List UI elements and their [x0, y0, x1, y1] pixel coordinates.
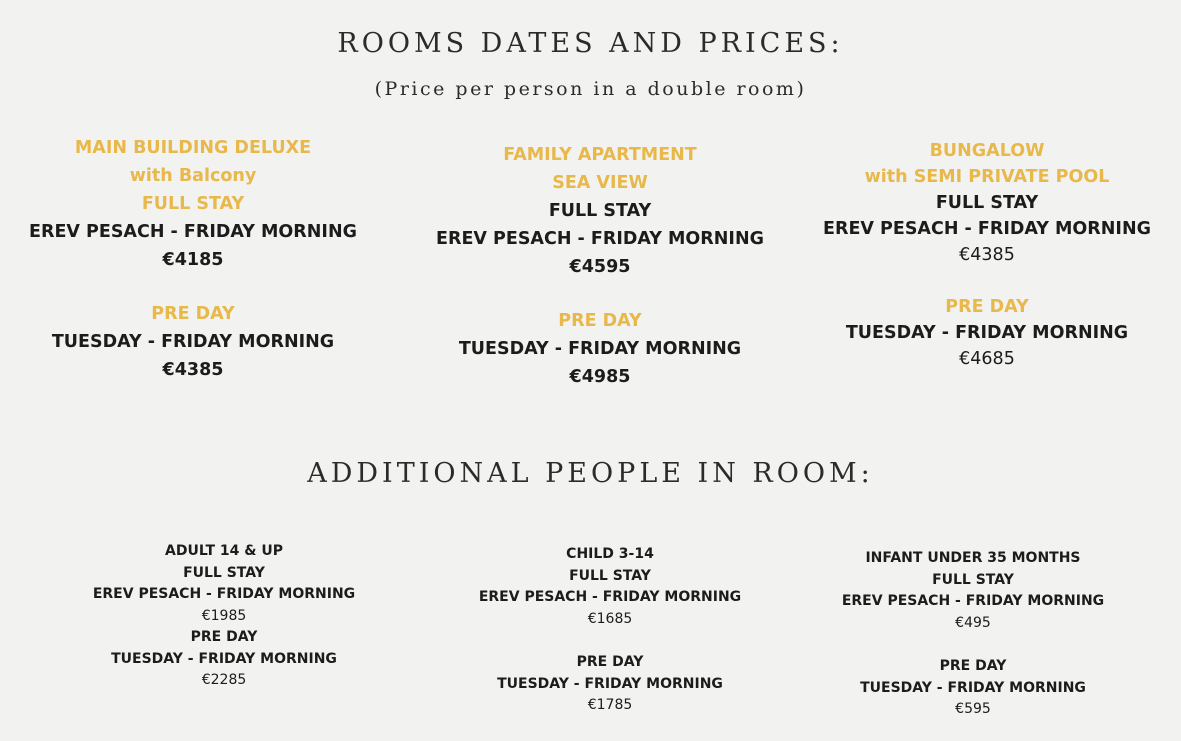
pre-day-dates: TUESDAY - FRIDAY MORNING — [845, 323, 1129, 343]
pre-day-label: PRE DAY — [151, 304, 235, 324]
full-stay-dates: EREV PESACH - FRIDAY MORNING — [92, 586, 356, 602]
additional-people-heading: ADDITIONAL PEOPLE IN ROOM: — [307, 458, 874, 489]
room-name: BUNGALOW — [929, 141, 1045, 161]
person-type: CHILD 3-14 — [566, 546, 654, 562]
pre-day-label: PRE DAY — [558, 311, 642, 331]
pre-day-dates: TUESDAY - FRIDAY MORNING — [497, 675, 723, 692]
room-name: SEA VIEW — [552, 173, 648, 193]
people-card-child — [410, 544, 810, 717]
full-stay-label: FULL STAY — [935, 193, 1039, 213]
pre-day-label: PRE DAY — [576, 654, 644, 670]
full-stay-price: €495 — [955, 614, 991, 631]
pre-day-price: €4985 — [569, 367, 631, 387]
full-stay-dates: EREV PESACH - FRIDAY MORNING — [29, 222, 357, 242]
pre-day-price: €1785 — [587, 697, 633, 713]
pre-day-dates: TUESDAY - FRIDAY MORNING — [111, 650, 337, 667]
people-card-infant — [773, 548, 1173, 721]
full-stay-label: FULL STAY — [183, 564, 265, 581]
room-card-main-building — [0, 134, 393, 384]
person-type: INFANT UNDER 35 MONTHS — [865, 550, 1081, 566]
pre-day-price: €595 — [955, 701, 991, 717]
room-name: FAMILY APARTMENT — [503, 145, 697, 165]
full-stay-price: €4185 — [162, 250, 224, 270]
room-card-bungalow — [787, 138, 1181, 372]
people-card-adult — [24, 541, 424, 692]
full-stay-label: FULL STAY — [569, 567, 651, 584]
room-name: MAIN BUILDING DELUXE — [74, 138, 312, 158]
full-stay-price: €1685 — [587, 610, 633, 627]
pre-day-price: €4385 — [162, 360, 224, 380]
room-name: with Balcony — [129, 166, 257, 186]
page-title: ROOMS DATES AND PRICES: — [337, 28, 844, 59]
pre-day-price: €4685 — [959, 349, 1015, 369]
full-stay-label: FULL STAY — [141, 194, 245, 214]
person-type: ADULT 14 & UP — [165, 543, 283, 559]
page-subtitle: (Price per person in a double room) — [374, 78, 807, 100]
full-stay-dates: EREV PESACH - FRIDAY MORNING — [841, 593, 1105, 609]
pre-day-dates: TUESDAY - FRIDAY MORNING — [458, 339, 742, 359]
pre-day-label: PRE DAY — [939, 658, 1007, 674]
pre-day-price: €2285 — [201, 672, 247, 688]
full-stay-dates: EREV PESACH - FRIDAY MORNING — [436, 229, 764, 249]
full-stay-price: €4385 — [959, 245, 1015, 265]
full-stay-dates: EREV PESACH - FRIDAY MORNING — [823, 219, 1151, 239]
room-card-family-apartment — [400, 141, 800, 391]
pre-day-dates: TUESDAY - FRIDAY MORNING — [51, 332, 335, 352]
full-stay-price: €4595 — [569, 257, 631, 277]
room-name: with SEMI PRIVATE POOL — [864, 167, 1110, 187]
full-stay-price: €1985 — [201, 607, 247, 624]
full-stay-label: FULL STAY — [932, 571, 1014, 588]
full-stay-label: FULL STAY — [548, 201, 652, 221]
pre-day-label: PRE DAY — [190, 629, 258, 645]
pre-day-dates: TUESDAY - FRIDAY MORNING — [860, 679, 1086, 696]
full-stay-dates: EREV PESACH - FRIDAY MORNING — [478, 589, 742, 605]
pre-day-label: PRE DAY — [945, 297, 1029, 317]
